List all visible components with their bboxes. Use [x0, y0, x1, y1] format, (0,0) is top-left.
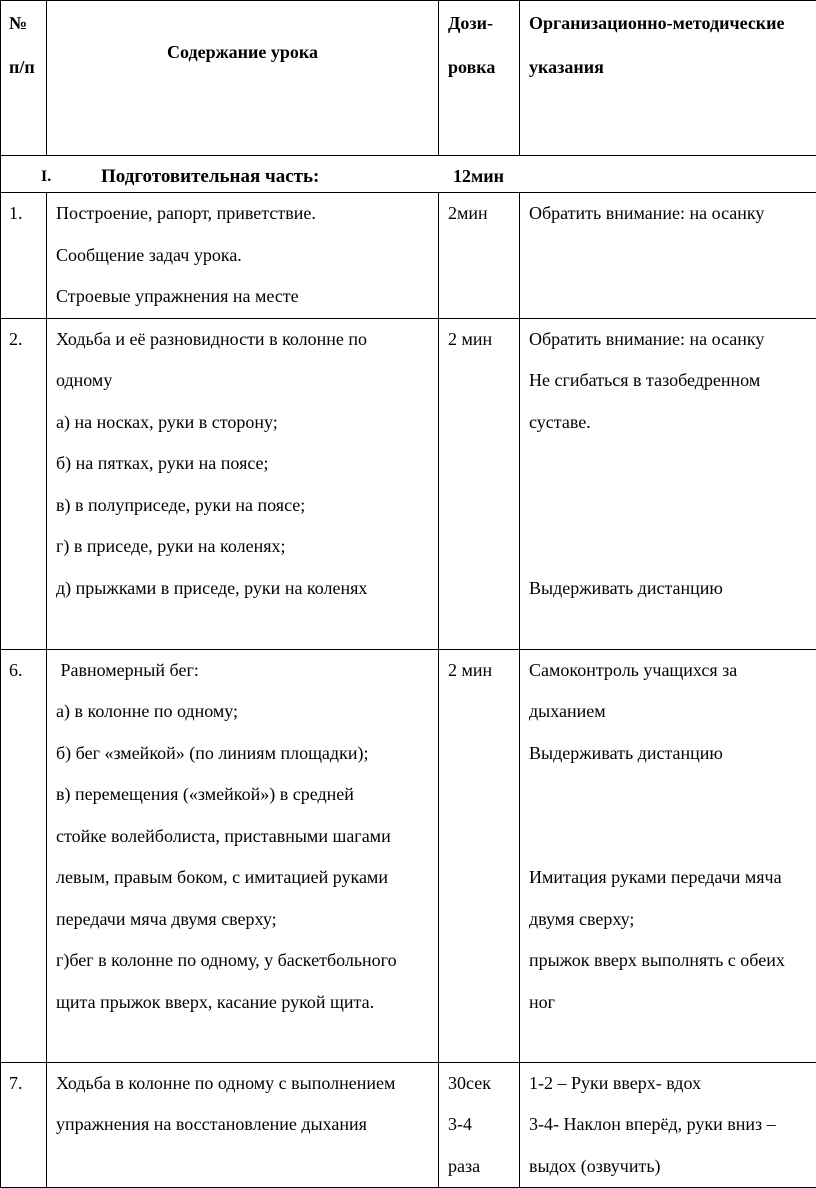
- content-line: б) на пятках, руки на поясе;: [56, 443, 438, 485]
- content-line: Построение, рапорт, приветствие.: [56, 193, 438, 235]
- content-line: д) прыжками в приседе, руки на коленях: [56, 568, 438, 610]
- row-dose: [439, 1062, 520, 1188]
- table-row: [1, 193, 816, 319]
- content-line: передачи мяча двумя сверху;: [56, 899, 438, 941]
- header-content-label: Содержание урока: [167, 42, 318, 62]
- row-number: 6.: [1, 649, 47, 1062]
- row-content: [47, 649, 439, 1062]
- note-line: Выдерживать дистанцию: [529, 568, 816, 610]
- header-dose-line1: Дози-: [448, 1, 519, 45]
- note-line: Обратить внимание: на осанку: [529, 193, 816, 235]
- content-line: щита прыжок вверх, касание рукой щита.: [56, 982, 438, 1024]
- note-line: Имитация руками передачи мяча: [529, 857, 816, 899]
- header-dose-line2: ровка: [448, 45, 519, 89]
- note-line: Не сгибаться в тазобедренном: [529, 360, 816, 402]
- note-line: ног: [529, 982, 816, 1024]
- content-line: Строевые упражнения на месте: [56, 276, 438, 318]
- table-row: [1, 1062, 816, 1188]
- dose-line: 2 мин: [448, 319, 519, 361]
- dose-line: 2мин: [448, 193, 519, 235]
- content-line: б) бег «змейкой» (по линиям площадки);: [56, 733, 438, 775]
- dose-line: 2 мин: [448, 650, 519, 692]
- row-notes: [520, 649, 816, 1062]
- section-time: 12мин: [453, 156, 504, 198]
- note-line: 1-2 – Руки вверх- вдох: [529, 1063, 816, 1105]
- row-dose: [439, 193, 520, 319]
- content-line: в) перемещения («змейкой») в средней: [56, 774, 438, 816]
- content-line: а) в колонне по одному;: [56, 691, 438, 733]
- header-dose-cell: [439, 1, 520, 156]
- row-number: 7.: [1, 1062, 47, 1188]
- note-line: суставе.: [529, 402, 816, 444]
- dose-line: 3-4: [448, 1104, 519, 1146]
- content-line: Ходьба в колонне по одному с выполнением: [56, 1063, 438, 1105]
- row-notes: [520, 1062, 816, 1188]
- section-title: Подготовительная часть:: [101, 156, 319, 198]
- header-notes-cell: [520, 1, 816, 156]
- row-notes: [520, 318, 816, 649]
- header-notes-line2: указания: [529, 45, 816, 89]
- row-number: 1.: [1, 193, 47, 319]
- row-notes: [520, 193, 816, 319]
- content-line: Равномерный бег:: [56, 650, 438, 692]
- note-line: дыханием: [529, 691, 816, 733]
- row-dose: [439, 318, 520, 649]
- section-row: [1, 156, 816, 193]
- table-row: [1, 318, 816, 649]
- table-row: [1, 649, 816, 1062]
- header-notes-line1: Организационно-методические: [529, 1, 816, 45]
- header-content-cell: [47, 1, 439, 156]
- note-line: двумя сверху;: [529, 899, 816, 941]
- dose-line: раза: [448, 1146, 519, 1188]
- table-header-row: [1, 1, 816, 156]
- note-line: прыжок вверх выполнять с обеих: [529, 940, 816, 982]
- note-line: выдох (озвучить): [529, 1146, 816, 1188]
- content-line: г)бег в колонне по одному, у баскетбольного: [56, 940, 438, 982]
- content-line: стойке волейболиста, приставными шагами: [56, 816, 438, 858]
- note-line: Выдерживать дистанцию: [529, 733, 816, 775]
- content-line: одному: [56, 360, 438, 402]
- dose-line: 30сек: [448, 1063, 519, 1105]
- header-number-sign: №: [9, 1, 46, 45]
- note-line: 3-4- Наклон вперёд, руки вниз –: [529, 1104, 816, 1146]
- row-dose: [439, 649, 520, 1062]
- header-number-abbr: п/п: [9, 45, 46, 89]
- content-line: в) в полуприседе, руки на поясе;: [56, 485, 438, 527]
- row-content: [47, 193, 439, 319]
- content-line: Ходьба и её разновидности в колонне по: [56, 319, 438, 361]
- content-line: г) в приседе, руки на коленях;: [56, 526, 438, 568]
- section-number: I.: [41, 156, 51, 198]
- row-content: [47, 1062, 439, 1188]
- header-number-cell: [1, 1, 47, 156]
- content-line: левым, правым боком, с имитацией руками: [56, 857, 438, 899]
- content-line: а) на носках, руки в сторону;: [56, 402, 438, 444]
- content-line: упражнения на восстановление дыхания: [56, 1104, 438, 1146]
- row-number: 2.: [1, 318, 47, 649]
- row-content: [47, 318, 439, 649]
- content-line: Сообщение задач урока.: [56, 235, 438, 277]
- note-line: Обратить внимание: на осанку: [529, 319, 816, 361]
- section-cell: [1, 156, 816, 193]
- note-line: Самоконтроль учащихся за: [529, 650, 816, 692]
